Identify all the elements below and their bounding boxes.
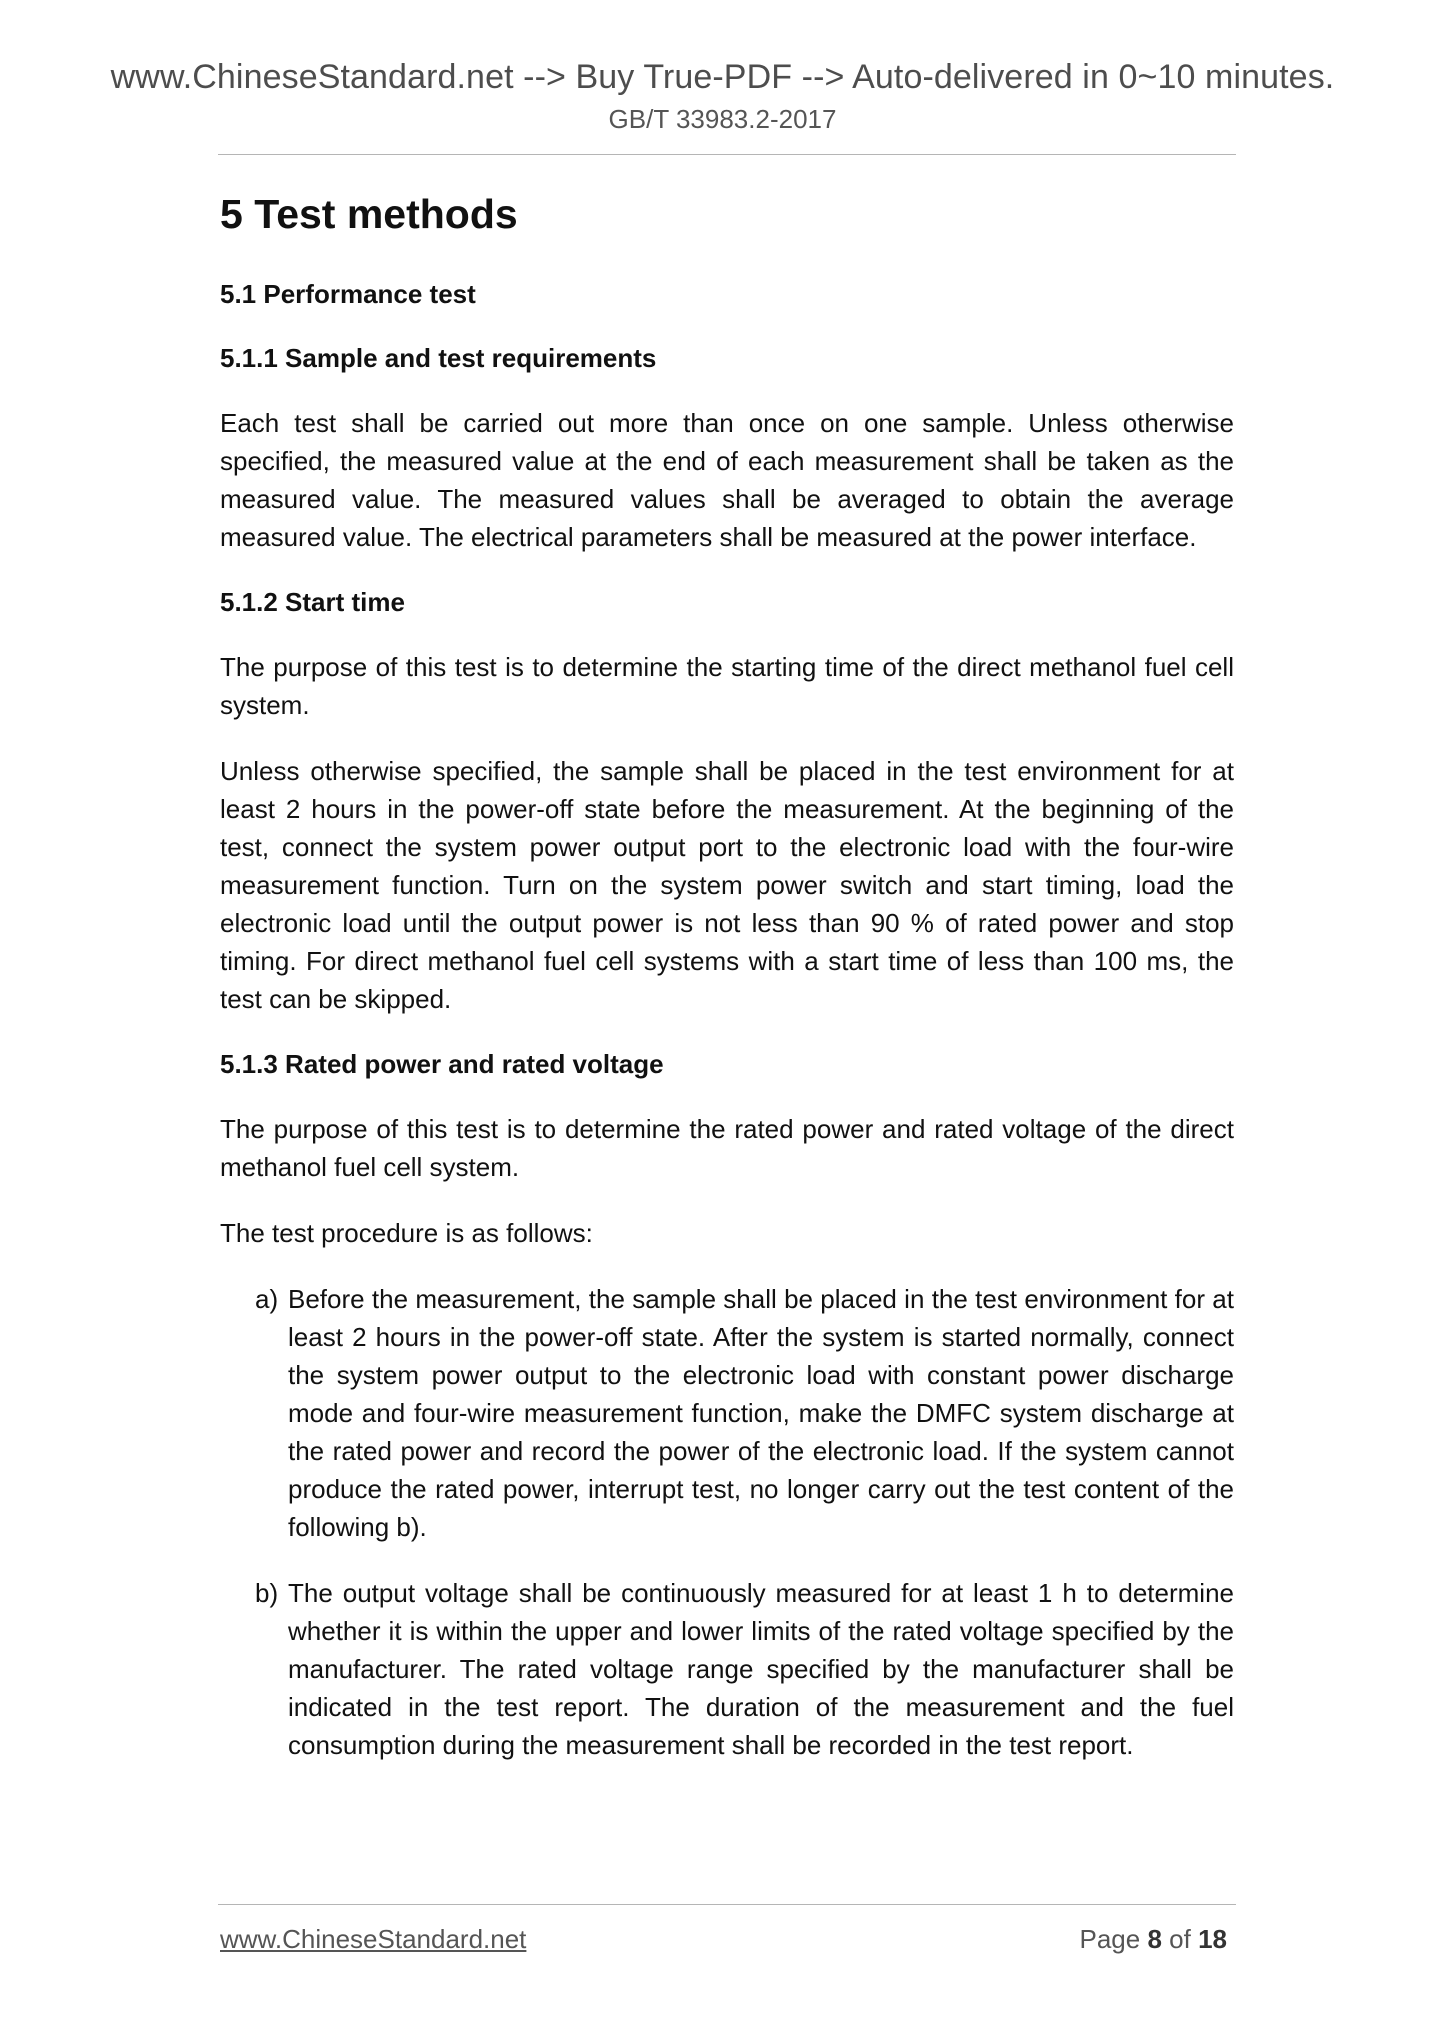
page-number xyxy=(1079,1924,1227,1955)
page-current: 8 xyxy=(1147,1924,1162,1954)
list-marker: b) xyxy=(255,1578,279,1608)
clause-title-5-1-1: 5.1.1 Sample and test requirements xyxy=(220,343,657,373)
page-total: 18 xyxy=(1198,1924,1227,1954)
footer-divider xyxy=(218,1904,1236,1905)
clause-title-5-1-2: 5.1.2 Start time xyxy=(220,587,405,617)
paragraph: The test procedure is as follows: xyxy=(220,1218,593,1248)
standard-code: GB/T 33983.2-2017 xyxy=(608,104,837,134)
document-body xyxy=(220,186,1234,1792)
paragraph: The purpose of this test is to determine the rated power and rated voltage of the direct methanol fuel cell system. xyxy=(220,1114,1234,1182)
list-marker: a) xyxy=(255,1284,279,1314)
subsection-title-5-1: 5.1 Performance test xyxy=(220,279,476,309)
footer-website-link[interactable]: www.ChineseStandard.net xyxy=(220,1924,527,1954)
paragraph: Unless otherwise specified, the sample shall be placed in the test environment for at least 2 hours in the power-off state before the measurement. At the beginning of the test, connect the system power output port to the electronic load with the four-wire measurement function. Turn on the system power switch and start timing, load the electronic load until the output power is not less than 90 % of rated power and stop timing. For direct methanol fuel cell systems with a start time of less than 100 ms, the test can be skipped. xyxy=(220,756,1234,1014)
list-item xyxy=(220,1574,1234,1764)
section-title: 5 Test methods xyxy=(220,191,518,237)
list-item xyxy=(220,1280,1234,1546)
page-prefix: Page xyxy=(1079,1924,1141,1954)
header-divider xyxy=(218,154,1236,155)
paragraph: Each test shall be carried out more than once on one sample. Unless otherwise specified, the measured value at the end of each measurement shall be taken as the measured value. The measured values shall be averaged to obtain the average measured value. The electrical parameters shall be measured at the power interface. xyxy=(220,408,1234,552)
list-item-text: The output voltage shall be continuously measured for at least 1 h to determine whether it is within the upper and lower limits of the rated voltage specified by the manufacturer. The rated voltage range specified by the manufacturer shall be indicated in the test report. The duration of the measurement and the fuel consumption during the measurement shall be recorded in the test report. xyxy=(288,1578,1234,1760)
clause-title-5-1-3: 5.1.3 Rated power and rated voltage xyxy=(220,1049,664,1079)
header-banner: www.ChineseStandard.net --> Buy True-PDF --> Auto-delivered in 0~10 minutes. xyxy=(110,58,1335,96)
paragraph: The purpose of this test is to determine the starting time of the direct methanol fuel cell system. xyxy=(220,652,1234,720)
page-of: of xyxy=(1169,1924,1191,1954)
list-item-text: Before the measurement, the sample shall be placed in the test environment for at least 2 hours in the power-off state. After the system is started normally, connect the system power output to the electronic load with constant power discharge mode and four-wire measurement function, make the DMFC system discharge at the rated power and record the power of the electronic load. If the system cannot produce the rated power, interrupt test, no longer carry out the test content of the following b). xyxy=(288,1284,1234,1542)
